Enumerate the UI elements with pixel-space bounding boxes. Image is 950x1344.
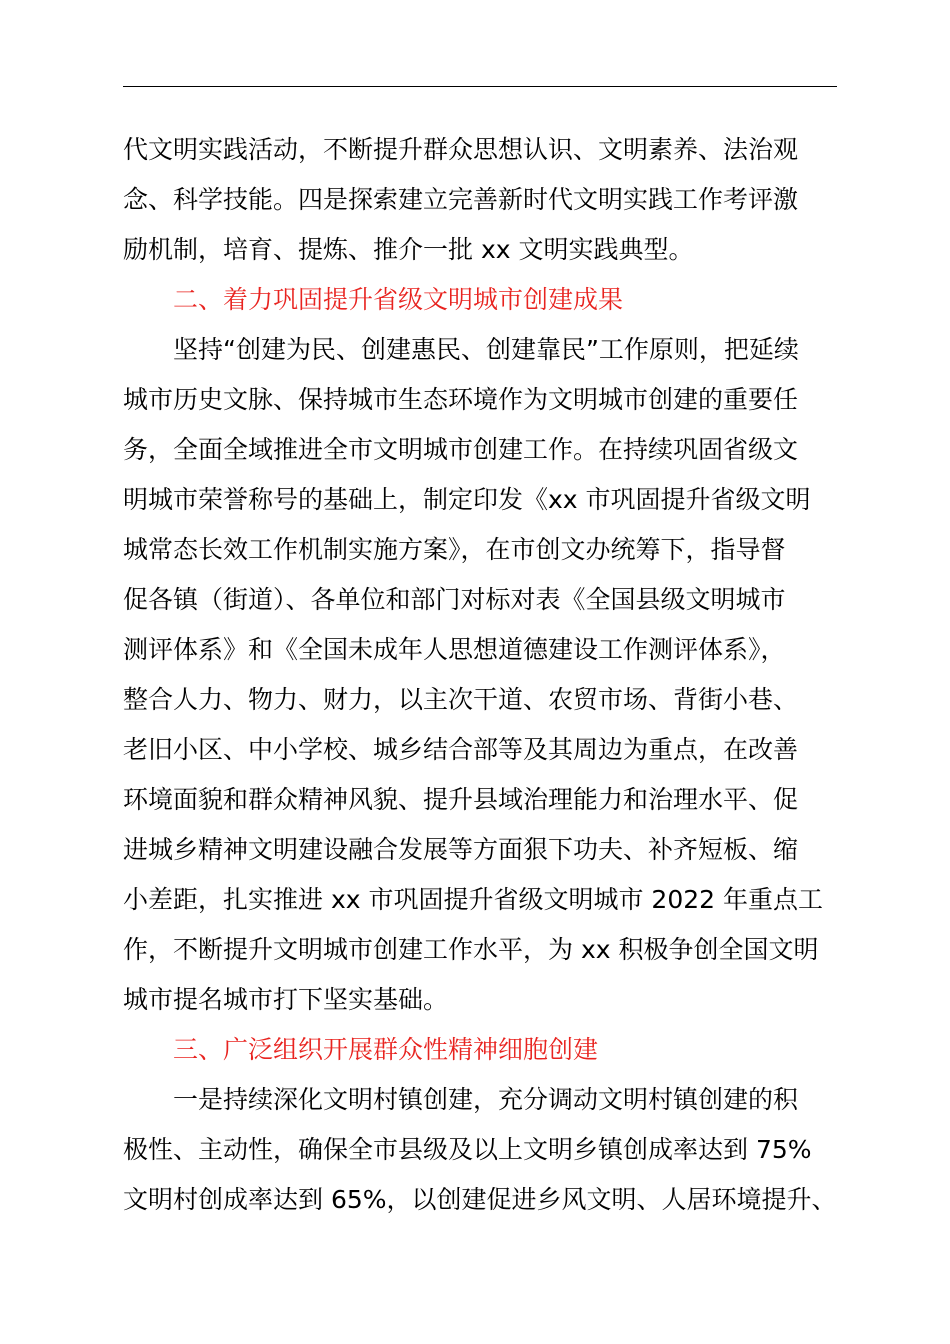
body-text-line: 明城市荣誉称号的基础上，制定印发《xx 市巩固提升省级文明 [123,485,811,514]
paragraph-first-line: 一是持续深化文明村镇创建，充分调动文明村镇创建的积 [173,1085,799,1114]
section-heading-2: 二、着力巩固提升省级文明城市创建成果 [173,285,624,314]
header-rule [123,86,837,87]
body-text-line: 小差距，扎实推进 xx 市巩固提升省级文明城市 2022 年重点工 [123,885,824,914]
body-text-line: 促各镇（街道）、各单位和部门对标对表《全国县级文明城市 [123,585,786,614]
body-text-line: 文明村创成率达到 65%，以创建促进乡风文明、人居环境提升、 [123,1185,837,1214]
body-text-line: 整合人力、物力、财力，以主次干道、农贸市场、背街小巷、 [123,685,799,714]
body-text-line: 老旧小区、中小学校、城乡结合部等及其周边为重点，在改善 [123,735,799,764]
body-text-line: 城市历史文脉、保持城市生态环境作为文明城市创建的重要任 [123,385,799,414]
body-text-line: 环境面貌和群众精神风貌、提升县域治理能力和治理水平、促 [123,785,799,814]
body-text-line: 进城乡精神文明建设融合发展等方面狠下功夫、补齐短板、缩 [123,835,799,864]
paragraph-first-line: 坚持“创建为民、创建惠民、创建靠民”工作原则，把延续 [173,335,799,364]
body-text-line: 作，不断提升文明城市创建工作水平，为 xx 积极争创全国文明 [123,935,819,964]
body-text-line: 念、科学技能。四是探索建立完善新时代文明实践工作考评激 [123,185,799,214]
body-text-line: 励机制，培育、提炼、推介一批 xx 文明实践典型。 [123,235,694,264]
section-heading-3: 三、广泛组织开展群众性精神细胞创建 [173,1035,599,1064]
body-text-line: 城市提名城市打下坚实基础。 [123,985,449,1014]
body-text-line: 代文明实践活动，不断提升群众思想认识、文明素养、法治观 [123,135,799,164]
body-text-line: 务，全面全域推进全市文明城市创建工作。在持续巩固省级文 [123,435,799,464]
body-text-line: 城常态长效工作机制实施方案》，在市创文办统筹下，指导督 [123,535,786,564]
body-text-line: 极性、主动性，确保全市县级及以上文明乡镇创成率达到 75% [123,1135,812,1164]
body-text-line: 测评体系》和《全国未成年人思想道德建设工作测评体系》， [123,635,786,664]
